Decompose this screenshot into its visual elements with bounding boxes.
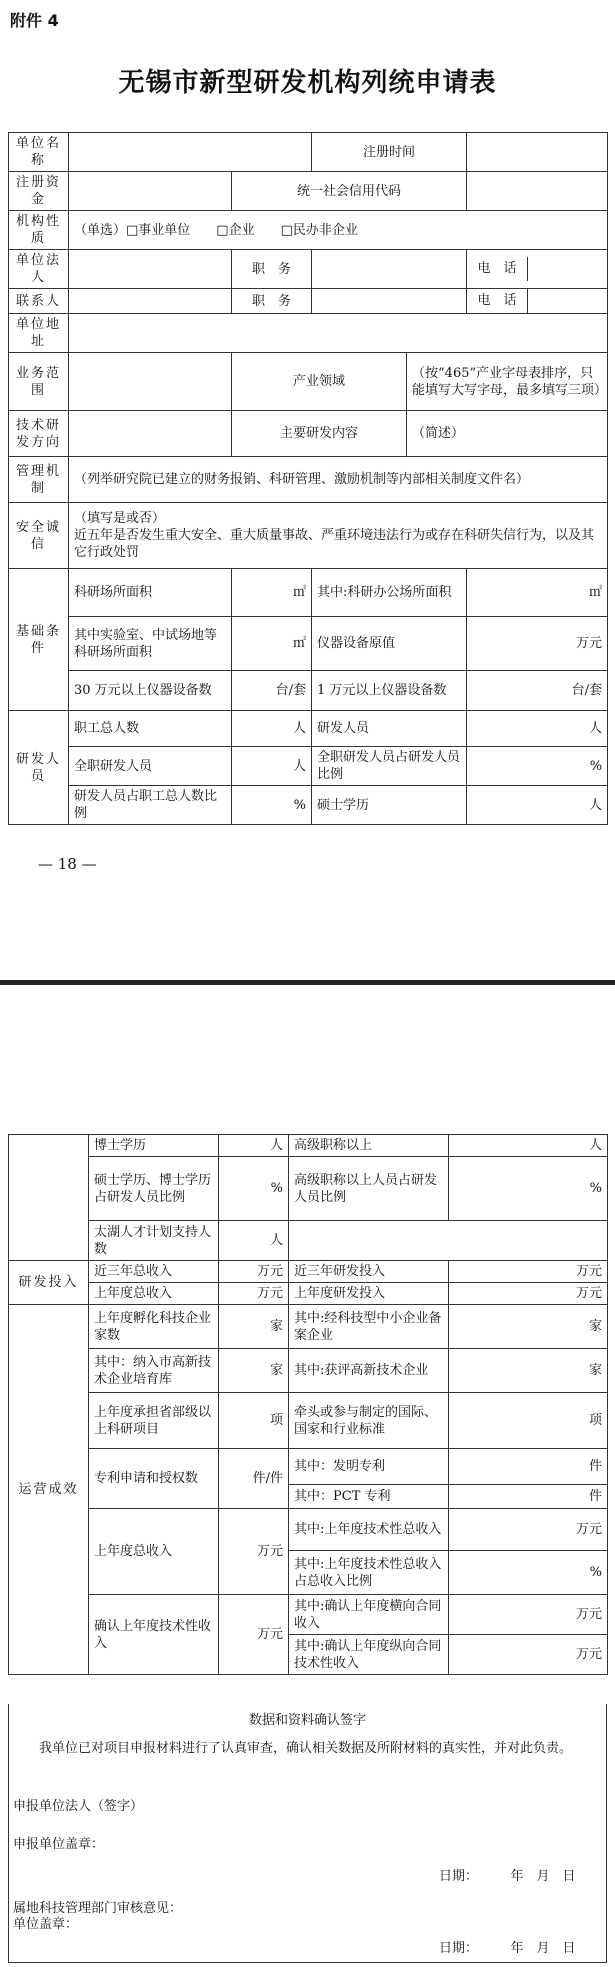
table-row	[9, 411, 608, 457]
unit-jian[interactable]: 件	[449, 1449, 608, 1485]
field-reg-time[interactable]	[467, 133, 608, 172]
label-phone: 电 话	[467, 289, 528, 313]
field-contact-phone[interactable]	[528, 289, 607, 313]
unit-wan[interactable]: 万元	[219, 1595, 289, 1675]
unit-wan[interactable]: 万元	[219, 1261, 289, 1283]
table-row	[9, 747, 608, 786]
cell-blank	[289, 1221, 608, 1261]
legal-signature-label[interactable]: 申报单位法人（签字）	[13, 1799, 144, 1814]
unit-pct[interactable]: %	[449, 1157, 608, 1221]
label-research-area: 科研场所面积	[69, 569, 232, 617]
unit-ren[interactable]: 人	[449, 1135, 608, 1157]
label-legal-rep: 单位法人	[9, 250, 69, 289]
label-staff: 研发人员	[9, 711, 69, 825]
unit-jian-jian[interactable]: 件/件	[219, 1449, 289, 1509]
unit-jia[interactable]: 家	[449, 1349, 608, 1393]
label-reg-time: 注册时间	[312, 133, 467, 172]
label-rd-staff: 研发人员	[312, 711, 467, 747]
field-safety[interactable]: （填写是或否） 近五年是否发生重大安全、重大质量事故、严重环境违法行为或存在科研失信行为，以及其它行政处罚	[69, 503, 608, 569]
field-rd-direction[interactable]	[69, 411, 232, 457]
label-master: 硕士学历	[312, 786, 467, 825]
table-row	[9, 671, 608, 711]
label-vert: 其中:确认上年度纵向合同技术性收入	[289, 1635, 449, 1675]
label-pct: 其中：PCT 专利	[289, 1485, 449, 1509]
label-eq30: 30 万元以上仪器设备数	[69, 671, 232, 711]
table-row	[9, 1157, 608, 1221]
label-tech-rev: 其中:上年度技术性总收入	[289, 1509, 449, 1551]
date-line-2[interactable]: 日期： 年 月 日	[439, 1941, 576, 1956]
unit-pct[interactable]: %	[232, 786, 312, 825]
field-contact[interactable]	[69, 289, 232, 314]
unit-jian[interactable]: 件	[449, 1485, 608, 1509]
unit-seal-label[interactable]: 申报单位盖章：	[13, 1837, 105, 1852]
label-position: 职 务	[232, 289, 312, 314]
label-results: 运营成效	[9, 1305, 89, 1675]
table-row	[9, 1349, 608, 1393]
label-unit-name: 单位名称	[9, 133, 69, 172]
label-rd-ratio: 研发人员占职工总人数比例	[69, 786, 232, 825]
table-row	[9, 457, 608, 503]
date-line-1[interactable]: 日期： 年 月 日	[439, 1869, 576, 1884]
unit-m2[interactable]: ㎡	[467, 569, 608, 617]
unit-wan[interactable]: 万元	[449, 1283, 608, 1305]
unit-pct[interactable]: %	[219, 1157, 289, 1221]
table-row	[9, 1261, 608, 1283]
confirm-heading: 数据和资料确认签字	[248, 1713, 366, 1728]
label-phd: 博士学历	[89, 1135, 219, 1157]
unit-ren[interactable]: 人	[219, 1135, 289, 1157]
application-form-table-2	[8, 1134, 608, 1675]
unit-wan[interactable]: 万元	[449, 1635, 608, 1675]
unit-wan[interactable]: 万元	[449, 1261, 608, 1283]
label-total-staff: 职工总人数	[69, 711, 232, 747]
table-row	[9, 353, 608, 411]
label-total-rev: 上年度总收入	[89, 1509, 219, 1595]
label-address: 单位地址	[9, 314, 69, 353]
unit-ren[interactable]: 人	[232, 711, 312, 747]
label-office-area: 其中:科研办公场所面积	[312, 569, 467, 617]
cell-blank	[9, 1135, 89, 1261]
label-phd-ratio: 硕士学历、博士学历占研发人员比例	[89, 1157, 219, 1221]
unit-pct[interactable]: %	[467, 747, 608, 786]
unit-m2[interactable]: ㎡	[232, 617, 312, 671]
label-invention: 其中：发明专利	[289, 1449, 449, 1485]
field-mgmt[interactable]: （列举研究院已建立的财务报销、科研管理、激励机制等内部相关制度文件名）	[69, 457, 608, 503]
unit-ren[interactable]: 人	[467, 711, 608, 747]
review-opinion-label[interactable]: 属地科技管理部门审核意见：	[13, 1901, 183, 1916]
field-unit-name[interactable]	[69, 133, 312, 172]
label-rd-invest: 研发投入	[9, 1261, 89, 1305]
label-basic: 基础条件	[9, 569, 69, 711]
unit-xiang[interactable]: 项	[219, 1393, 289, 1449]
label-patents: 专利申请和授权数	[89, 1449, 219, 1509]
unit-ren[interactable]: 人	[219, 1221, 289, 1261]
label-org-nature: 机构性质	[9, 211, 69, 250]
label-eq1: 1 万元以上仪器设备数	[312, 671, 467, 711]
unit-wan[interactable]: 万元	[467, 617, 608, 671]
table-row	[9, 250, 608, 289]
attachment-label: 附件 4	[10, 11, 59, 30]
org-nature-options[interactable]: （单选）□事业单位 □企业 □民办非企业	[69, 211, 608, 250]
table-row	[9, 133, 608, 172]
unit-jia[interactable]: 家	[219, 1349, 289, 1393]
table-row	[9, 1509, 608, 1551]
unit-wan[interactable]: 万元	[219, 1283, 289, 1305]
label-horiz: 其中:确认上年度横向合同收入	[289, 1595, 449, 1635]
field-main-rd[interactable]: （简述）	[407, 411, 608, 457]
label-projects: 上年度承担省部级以上科研项目	[89, 1393, 219, 1449]
unit-ren[interactable]: 人	[232, 747, 312, 786]
label-equipment-value: 仪器设备原值	[312, 617, 467, 671]
unit-xiang[interactable]: 项	[449, 1393, 608, 1449]
table-row	[9, 172, 608, 211]
label-incubated: 上年度孵化科技企业家数	[89, 1305, 219, 1349]
label-taihu: 太湖人才计划支持人数	[89, 1221, 219, 1261]
unit-pct[interactable]: %	[449, 1551, 608, 1595]
table-row	[9, 503, 608, 569]
unit-ren[interactable]: 人	[467, 786, 608, 825]
confirmation-section	[8, 1704, 607, 1963]
table-row	[9, 711, 608, 747]
label-business-scope: 业务范围	[9, 353, 69, 411]
unit-m2[interactable]: ㎡	[232, 569, 312, 617]
table-row	[9, 314, 608, 353]
table-row	[9, 211, 608, 250]
unit-wan[interactable]: 万元	[449, 1509, 608, 1551]
table-row	[9, 1393, 608, 1449]
field-contact-position[interactable]	[312, 289, 467, 314]
unit-wan[interactable]: 万元	[449, 1595, 608, 1635]
table-row	[9, 1221, 608, 1261]
page-number: — 18 —	[38, 855, 97, 873]
unit-jia[interactable]: 家	[449, 1305, 608, 1349]
field-phone[interactable]	[528, 257, 607, 281]
label-tech-rev-ratio: 其中:上年度技术性总收入占总收入比例	[289, 1551, 449, 1595]
label-fulltime-ratio: 全职研发人员占研发人员比例	[312, 747, 467, 786]
field-legal-rep[interactable]	[69, 250, 232, 289]
confirm-statement: 我单位已对项目申报材料进行了认真审查，确认相关数据及所附材料的真实性，并对此负责。	[39, 1741, 573, 1756]
label-hitech-cult: 其中：纳入市高新技术企业培育库	[89, 1349, 219, 1393]
review-seal-label[interactable]: 单位盖章：	[13, 1917, 79, 1932]
table-row	[9, 1449, 608, 1485]
label-rev3: 近三年总收入	[89, 1261, 219, 1283]
table-row	[9, 786, 608, 825]
field-reg-capital[interactable]	[69, 172, 232, 211]
unit-wan[interactable]: 万元	[219, 1509, 289, 1595]
label-mgmt: 管理机制	[9, 457, 69, 503]
label-safety: 安全诚信	[9, 503, 69, 569]
label-contact: 联系人	[9, 289, 69, 314]
form-title: 无锡市新型研发机构列统申请表	[118, 68, 497, 98]
label-rd-direction: 技术研发方向	[9, 411, 69, 457]
label-phone: 电 话	[467, 257, 528, 281]
field-credit-code[interactable]	[467, 172, 608, 211]
field-legal-position[interactable]	[312, 250, 467, 289]
unit-tai[interactable]: 台/套	[232, 671, 312, 711]
label-lab-area: 其中实验室、中试场地等科研场所面积	[69, 617, 232, 671]
label-fulltime-rd: 全职研发人员	[69, 747, 232, 786]
table-row	[9, 1283, 608, 1305]
label-confirm-tech: 确认上年度技术性收入	[89, 1595, 219, 1675]
label-credit-code: 统一社会信用代码	[232, 172, 467, 211]
field-business-scope[interactable]	[69, 353, 232, 411]
field-address[interactable]	[69, 314, 608, 353]
label-industry-field: 产业领域	[232, 353, 407, 411]
unit-jia[interactable]: 家	[219, 1305, 289, 1349]
label-standards: 牵头或参与制定的国际、国家和行业标准	[289, 1393, 449, 1449]
label-rev-last: 上年度总收入	[89, 1283, 219, 1305]
label-hitech: 其中:获评高新技术企业	[289, 1349, 449, 1393]
table-row	[9, 1305, 608, 1349]
label-senior-title: 高级职称以上	[289, 1135, 449, 1157]
label-inv3: 近三年研发投入	[289, 1261, 449, 1283]
label-inv-last: 上年度研发投入	[289, 1283, 449, 1305]
label-tech-sme: 其中:经科技型中小企业备案企业	[289, 1305, 449, 1349]
table-row	[9, 1595, 608, 1635]
label-main-rd: 主要研发内容	[232, 411, 407, 457]
application-form-table-1	[8, 132, 608, 825]
table-row	[9, 617, 608, 671]
label-reg-capital: 注册资金	[9, 172, 69, 211]
label-position: 职 务	[232, 250, 312, 289]
table-row	[9, 289, 608, 314]
label-senior-ratio: 高级职称以上人员占研发人员比例	[289, 1157, 449, 1221]
table-row	[9, 1135, 608, 1157]
table-row	[9, 569, 608, 617]
unit-tai[interactable]: 台/套	[467, 671, 608, 711]
field-industry-field[interactable]: （按“465”产业字母表排序，只能填写大写字母，最多填写三项）	[407, 353, 608, 411]
